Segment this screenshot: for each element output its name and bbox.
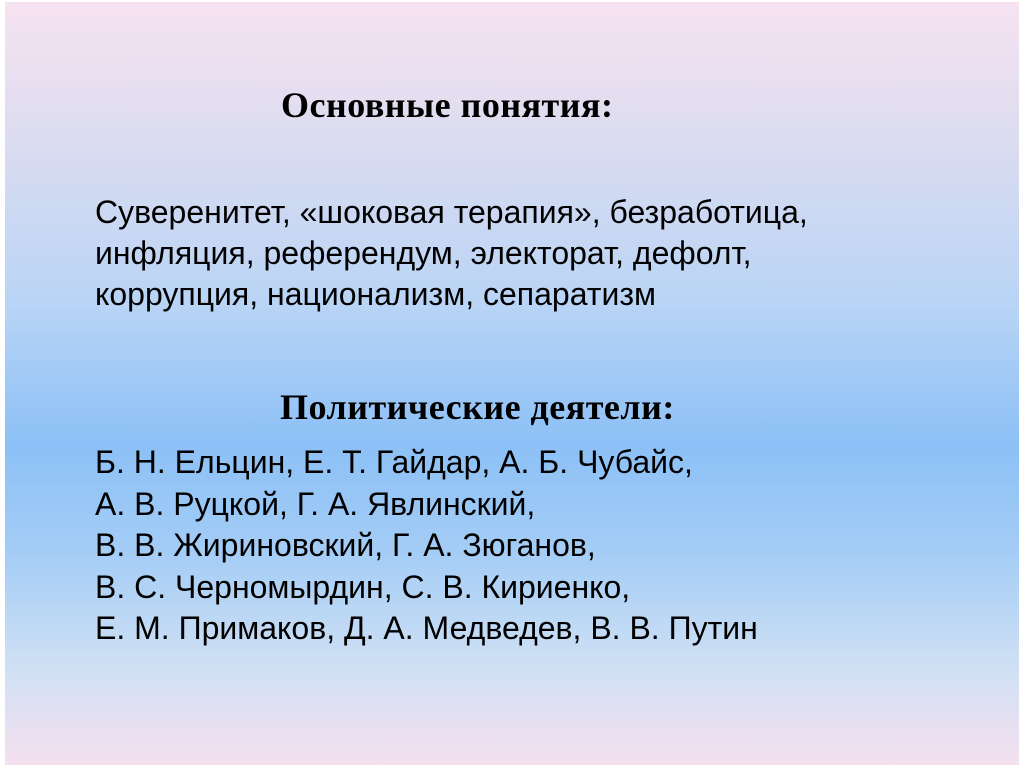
- figures-line: А. В. Руцкой, Г. А. Явлинский,: [95, 485, 536, 522]
- figures-heading: Политические деятели:: [280, 387, 675, 427]
- figures-line: В. В. Жириновский, Г. А. Зюганов,: [95, 527, 596, 563]
- concepts-heading: Основные понятия:: [281, 85, 614, 125]
- concepts-line: коррупция, национализм, сепаратизм: [95, 276, 656, 312]
- concepts-list: [95, 192, 808, 315]
- figures-line: Е. М. Примаков, Д. А. Медведев, В. В. Путин: [95, 610, 758, 646]
- figures-line: В. С. Черномырдин, С. В. Кириенко,: [95, 568, 631, 605]
- concepts-line: Суверенитет, «шоковая терапия», безработица,: [95, 194, 808, 230]
- figures-line: Б. Н. Ельцин, Е. Т. Гайдар, А. Б. Чубайс,: [95, 444, 693, 480]
- figures-list: [95, 442, 758, 650]
- concepts-line: инфляция, референдум, электорат, дефолт,: [95, 235, 752, 271]
